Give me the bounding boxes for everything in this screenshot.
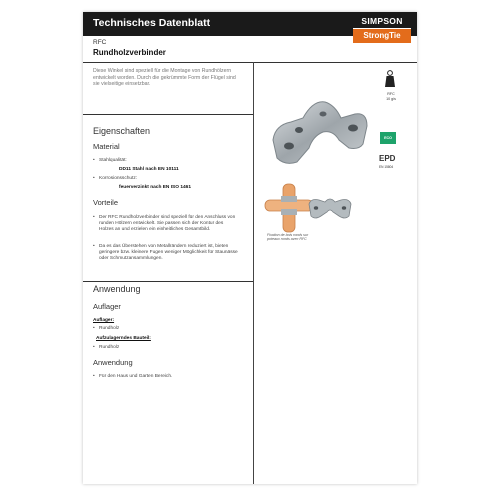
stahl-value: DD11 Stahl nach EN 10111 — [119, 167, 179, 172]
weight-sub-label: 10 g/s — [386, 97, 396, 101]
datasheet-page — [83, 12, 417, 484]
heading-eigenschaften: Eigenschaften — [93, 126, 151, 136]
header-title: Technisches Datenblatt — [93, 17, 211, 29]
eco-badge: ECO — [380, 132, 396, 144]
korrosion-value: feuerverzinkt nach EN ISO 1461 — [119, 185, 191, 190]
product-photo-bracket — [263, 70, 373, 180]
section-divider — [83, 281, 253, 282]
auflager-label: Auflager: — [93, 318, 115, 323]
section-divider — [83, 114, 253, 115]
heading-anwendung: Anwendung — [93, 284, 141, 294]
epd-badge — [379, 154, 401, 172]
intro-text: Diese Winkel sind speziell für die Montage von Rundhölzern entwickelt worden. Durch die gekrümmte Form der Flügel sind sie vielseitige einsetzbar. — [93, 68, 236, 88]
header-bar — [83, 12, 417, 40]
heading-anwendung-sub: Anwendung — [93, 358, 133, 367]
product-name: Rundholzverbinder — [93, 48, 166, 57]
heading-vorteile: Vorteile — [93, 198, 119, 207]
application-caption: Fixation de bois ronds sur poteaux ronds avec RFC — [267, 233, 309, 242]
aufzulagerndes-label: Aufzulagerndes Bauteil: — [96, 336, 151, 341]
product-subhead — [83, 36, 417, 63]
logo-simpson-text: SIMPSON — [353, 14, 411, 28]
auflager-item: • Rundholz — [99, 326, 119, 332]
stahl-label: • Stahlqualität: — [99, 158, 127, 164]
left-column — [83, 62, 254, 484]
heading-material: Material — [93, 142, 120, 151]
aufzulagerndes-item: • Rundholz — [99, 345, 119, 351]
weight-label: RFC — [387, 92, 395, 96]
vorteil-item-2: • Da es das Überstehen von Metallrändern reduziert ist, bieten geringere bzw. kleinere Fugen weniger Möglichkeit für Staunässe oder Schmutzansammlungen. — [99, 244, 239, 263]
vorteil-item-1: • Der RFC Rundholzverbinder sind speziell für den Anschluss von runden Hölzern entwickelt. Sie passen sich der Kontur des Holzes an und erzielen ein einheitliches Gesamtbild. — [99, 215, 239, 234]
product-photo-small — [305, 194, 355, 222]
heading-auflager: Auflager — [93, 302, 121, 311]
anwendung-item: • Für den Haus und Garten Bereich. — [99, 374, 172, 380]
epd-text: EPD — [379, 154, 396, 163]
product-code: RFC — [93, 39, 107, 46]
logo-strongtie-text: StrongTie — [353, 29, 411, 43]
korrosion-label: • Korrosionsschutz: — [99, 176, 137, 182]
weight-icon — [384, 70, 396, 88]
epd-sub-text: EN 15804 — [379, 165, 394, 169]
